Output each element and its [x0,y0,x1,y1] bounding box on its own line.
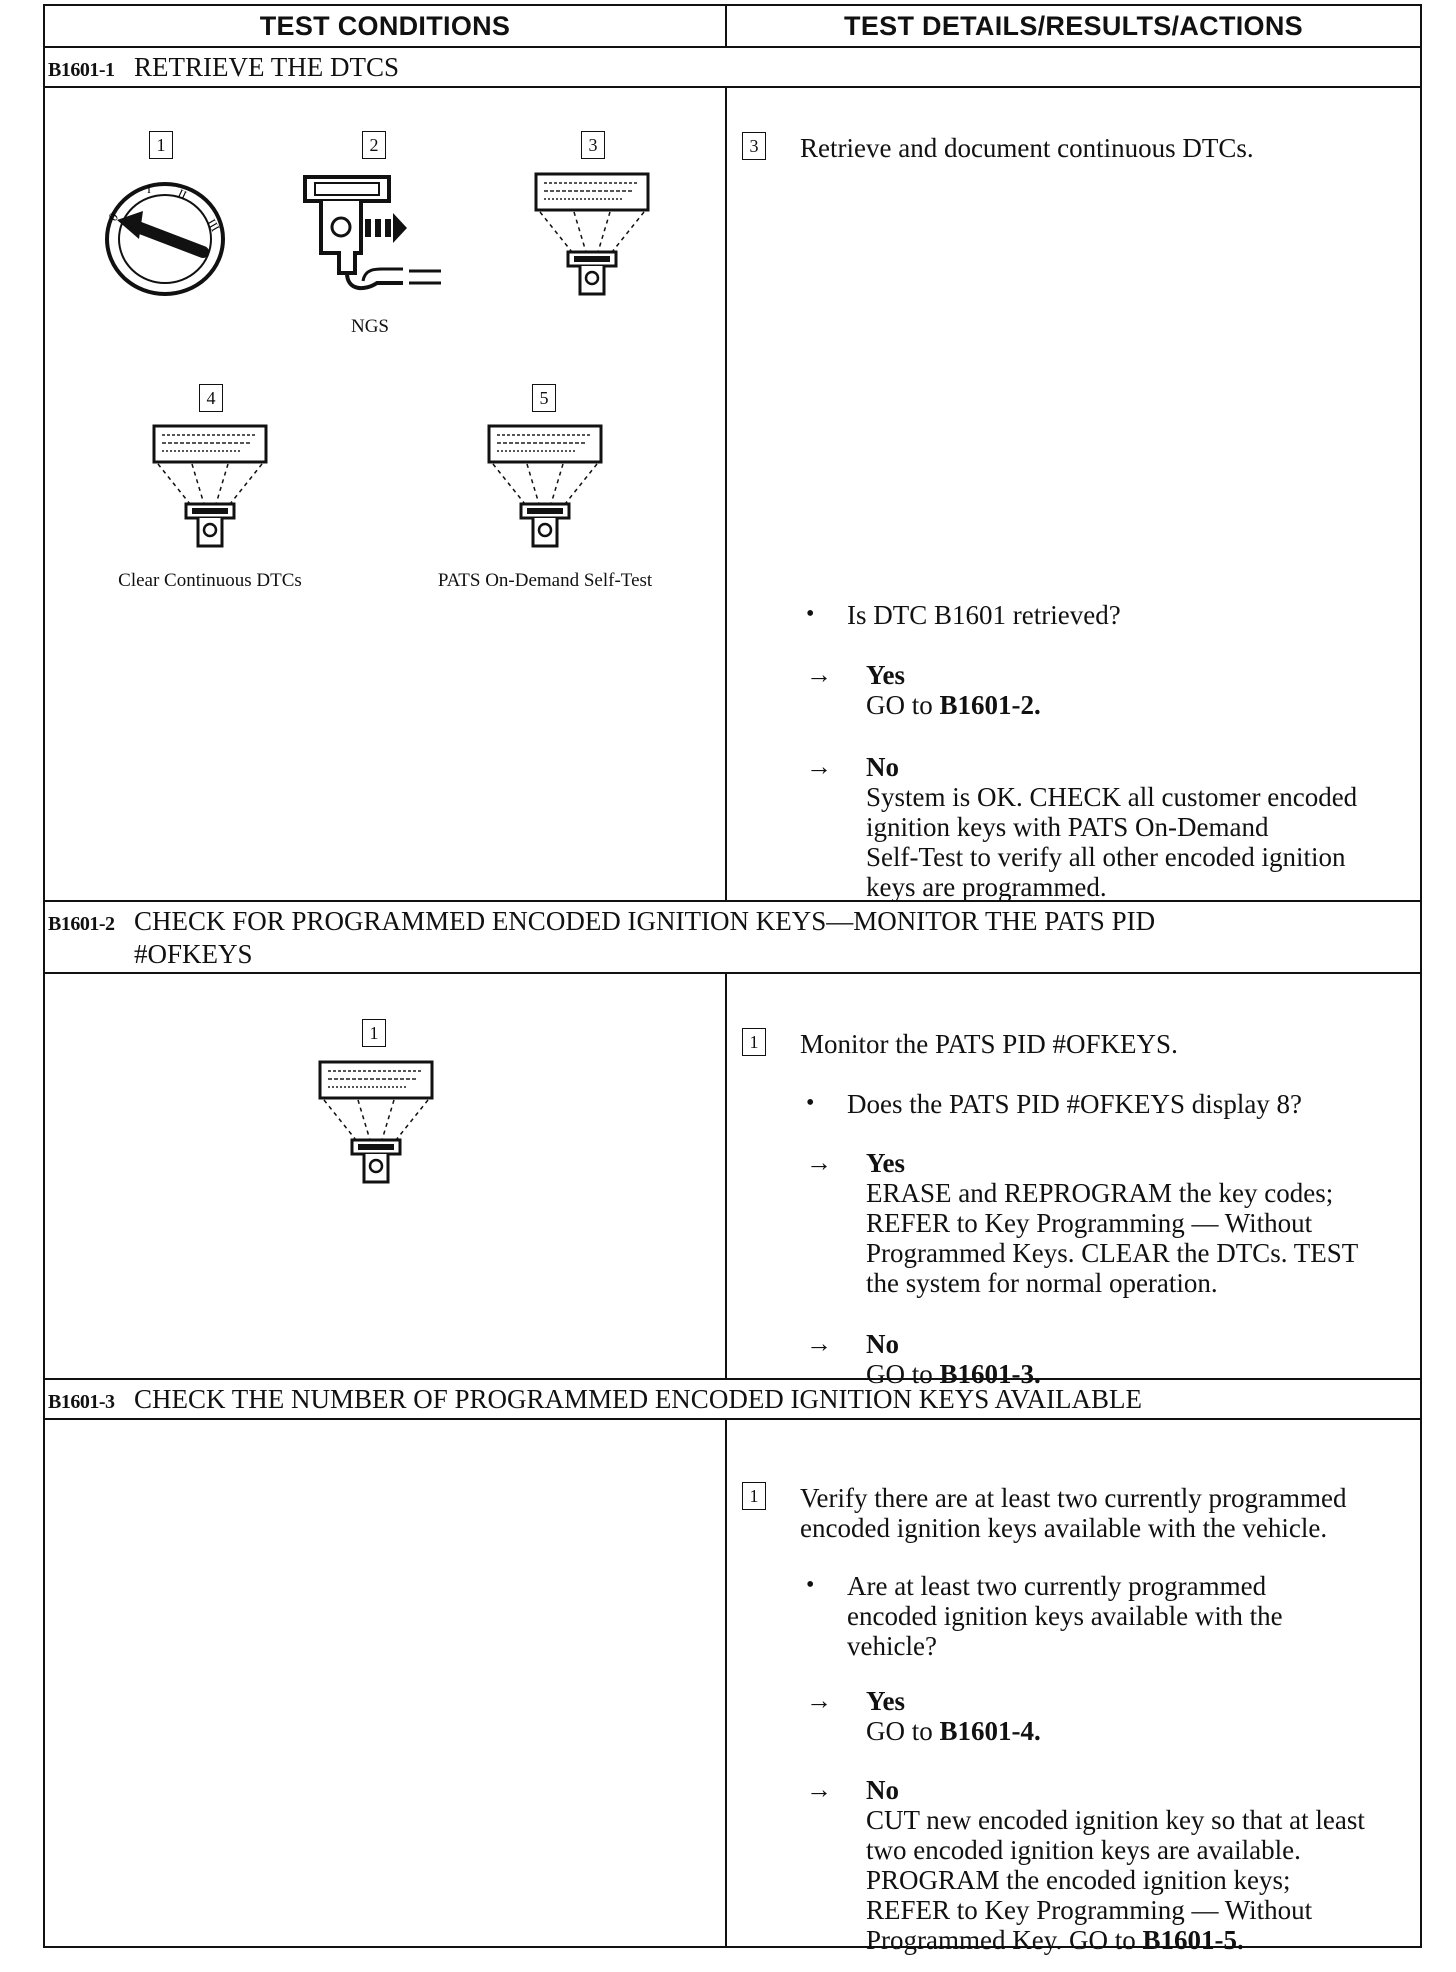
goto-prefix: GO to [866,690,940,720]
divider [43,86,1422,88]
step-number-box: 1 [149,131,173,159]
answer-line: ignition keys with PATS On-Demand [866,812,1269,842]
column-divider [725,86,727,900]
answer-line: REFER to Key Programming — Without [866,1208,1313,1238]
step-instruction: Monitor the PATS PID #OFKEYS. [800,1029,1178,1059]
question-text [847,1571,1283,1661]
no-answer [866,1775,1365,1955]
svg-text:0: 0 [105,209,122,224]
answer-line: Programmed Key. GO to [866,1925,1143,1955]
section-code: B1601-3 [48,1391,115,1413]
arrow-right-icon: → [806,1329,832,1358]
divider [43,46,1422,48]
scan-tool-display-icon [318,1060,436,1186]
scan-tool-display-icon [487,424,605,550]
goto-prefix: GO to [866,1716,940,1746]
answer-line: keys are programmed. [866,872,1107,902]
ignition-switch-icon [95,176,235,302]
arrow-right-icon: → [806,1775,832,1804]
yes-answer [866,1686,1041,1746]
section-title: #OFKEYS [134,939,253,969]
step-number-box: 3 [742,132,766,160]
svg-text:II: II [175,186,189,203]
divider [43,1418,1422,1420]
section-heading-b1601-3 [48,1384,1142,1417]
scan-tool-display-icon [152,424,270,550]
no-label: No [866,1775,899,1805]
bullet-icon: • [806,1572,815,1598]
illustration-caption: Clear Continuous DTCs [118,570,302,591]
question-line: encoded ignition keys available with the [847,1601,1283,1631]
answer-line: PROGRAM the encoded ignition keys; [866,1865,1291,1895]
yes-label: Yes [866,1148,905,1178]
goto-reference: B1601-2. [939,690,1041,720]
section-title: CHECK FOR PROGRAMMED ENCODED IGNITION KEYS—MONITOR THE PATS PID [134,906,1156,936]
answer-line: the system for normal operation. [866,1268,1218,1298]
no-answer [866,1329,1041,1389]
arrow-right-icon: → [806,1686,832,1715]
bullet-icon: • [806,601,815,627]
yes-label: Yes [866,660,905,690]
svg-text:III: III [204,216,223,234]
goto-prefix: GO to [866,1359,940,1389]
step-number-box: 4 [199,384,223,412]
answer-line: Programmed Keys. CLEAR the DTCs. TEST [866,1238,1359,1268]
yes-label: Yes [866,1686,905,1716]
step-number-box: 5 [532,384,556,412]
column-divider [725,1418,727,1948]
section-title: CHECK THE NUMBER OF PROGRAMMED ENCODED IGNITION KEYS AVAILABLE [134,1384,1143,1414]
bullet-icon: • [806,1090,815,1116]
yes-answer [866,660,1041,720]
answer-line: System is OK. CHECK all customer encoded [866,782,1358,812]
step-line: encoded ignition keys available with the vehicle. [800,1513,1328,1543]
column-header-test-conditions: TEST CONDITIONS [259,10,511,41]
section-heading-b1601-2 [48,906,1155,969]
answer-line: two encoded ignition keys are available. [866,1835,1301,1865]
arrow-right-icon: → [806,1148,832,1177]
section-code: B1601-1 [48,59,115,81]
step-instruction [800,1483,1347,1543]
section-heading-b1601-1 [48,52,399,85]
question-text: Is DTC B1601 retrieved? [847,600,1121,630]
svg-text:I: I [147,182,151,196]
column-divider [725,972,727,1378]
answer-line: REFER to Key Programming — Without [866,1895,1313,1925]
scan-tool-connect-icon [303,173,453,293]
goto-reference: B1601-5. [1142,1925,1244,1955]
scan-tool-display-icon [534,172,652,298]
question-line: Are at least two currently programmed [847,1571,1267,1601]
step-number-box: 3 [581,131,605,159]
step-line: Verify there are at least two currently programmed [800,1483,1347,1513]
divider [43,972,1422,974]
step-number-box: 2 [362,131,386,159]
no-label: No [866,752,899,782]
illustration-caption: PATS On-Demand Self-Test [437,570,653,591]
section-title: RETRIEVE THE DTCS [134,52,399,82]
arrow-right-icon: → [806,752,832,781]
answer-line: CUT new encoded ignition key so that at least [866,1805,1365,1835]
divider [43,1378,1422,1380]
answer-line: Self-Test to verify all other encoded ignition [866,842,1346,872]
yes-answer [866,1148,1358,1298]
no-answer [866,752,1357,902]
arrow-right-icon: → [806,660,832,689]
no-label: No [866,1329,899,1359]
question-text: Does the PATS PID #OFKEYS display 8? [847,1089,1303,1119]
step-instruction: Retrieve and document continuous DTCs. [800,133,1254,163]
step-number-box: 1 [742,1028,766,1056]
column-header-test-details: TEST DETAILS/RESULTS/ACTIONS [844,10,1303,41]
goto-reference: B1601-4. [939,1716,1041,1746]
illustration-caption: NGS [350,316,389,337]
question-line: vehicle? [847,1631,937,1661]
section-code: B1601-2 [48,913,115,935]
step-number-box: 1 [362,1019,386,1047]
goto-reference: B1601-3. [939,1359,1041,1389]
step-number-box: 1 [742,1482,766,1510]
answer-line: ERASE and REPROGRAM the key codes; [866,1178,1334,1208]
